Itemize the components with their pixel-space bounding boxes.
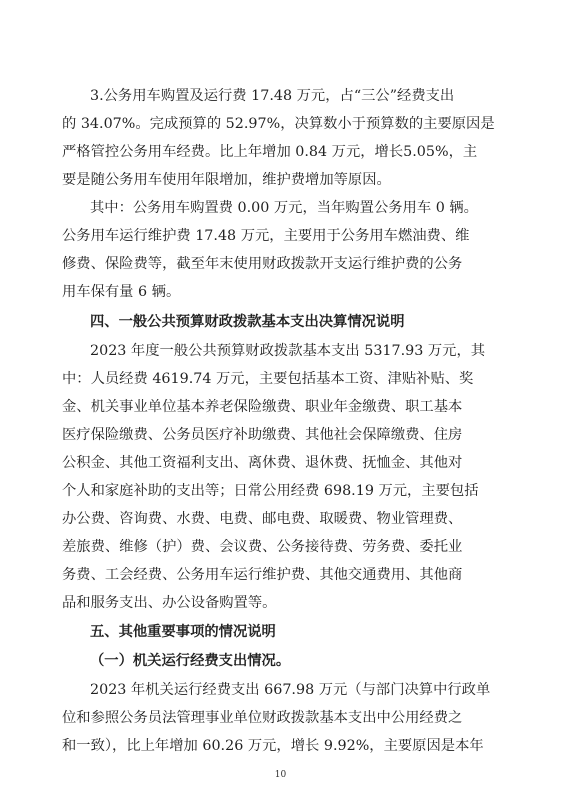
paragraph-line: 2023 年度一般公共预算财政拨款基本支出 5317.93 万元，其 (90, 343, 486, 359)
paragraph-line: 医疗保险缴费、公务员医疗补助缴费、其他社会保障缴费、住房 (62, 427, 463, 443)
paragraph-line: 务费、工会经费、公务用车运行维护费、其他交通费用、其他商 (62, 567, 463, 583)
paragraph-line: 其中：公务用车购置费 0.00 万元，当年购置公务用车 0 辆。 (90, 200, 478, 216)
section-heading-four: 四、一般公共预算财政拨款基本支出决算情况说明 (90, 314, 405, 330)
paragraph-line: 3.公务用车购置及运行费 17.48 万元，占“三公”经费支出 (90, 88, 455, 104)
paragraph-line: 差旅费、维修（护）费、会议费、公务接待费、劳务费、委托业 (62, 539, 463, 555)
paragraph-line: 品和服务支出、办公设备购置等。 (62, 595, 277, 611)
paragraph-line: 修费、保险费等，截至年末使用财政拨款开支运行维护费的公务 (62, 256, 463, 272)
paragraph-line: 用车保有量 6 辆。 (62, 284, 181, 300)
paragraph-line: 金、机关事业单位基本养老保险缴费、职业年金缴费、职工基本 (62, 399, 463, 415)
subsection-heading: （一）机关运行经费支出情况。 (90, 653, 291, 669)
paragraph-line: 和一致），比上年增加 60.26 万元，增长 9.92%，主要原因是本年 (62, 738, 484, 754)
paragraph-line: 严格管控公务用车经费。比上年增加 0.84 万元，增长5.05%，主 (62, 144, 478, 160)
paragraph-line: 办公费、咨询费、水费、电费、邮电费、取暖费、物业管理费、 (62, 511, 463, 527)
paragraph-line: 中：人员经费 4619.74 万元，主要包括基本工资、津贴补贴、奖 (62, 371, 474, 387)
paragraph-line: 2023 年机关运行经费支出 667.98 万元（与部门决算中行政单 (90, 682, 491, 698)
paragraph-line: 个人和家庭补助的支出等；日常公用经费 698.19 万元，主要包括 (62, 483, 479, 499)
paragraph-line: 位和参照公务员法管理事业单位财政拨款基本支出中公用经费之 (62, 710, 463, 726)
paragraph-line: 公积金、其他工资福利支出、离休费、退休费、抚恤金、其他对 (62, 455, 463, 471)
paragraph-line: 的 34.07%。完成预算的 52.97%，决算数小于预算数的主要原因是 (62, 116, 495, 132)
page-number: 10 (274, 770, 287, 780)
paragraph-line: 要是随公务用车使用年限增加，维护费增加等原因。 (62, 172, 391, 188)
section-heading-five: 五、其他重要事项的情况说明 (90, 624, 276, 640)
paragraph-line: 公务用车运行维护费 17.48 万元，主要用于公务用车燃油费、维 (62, 228, 470, 244)
